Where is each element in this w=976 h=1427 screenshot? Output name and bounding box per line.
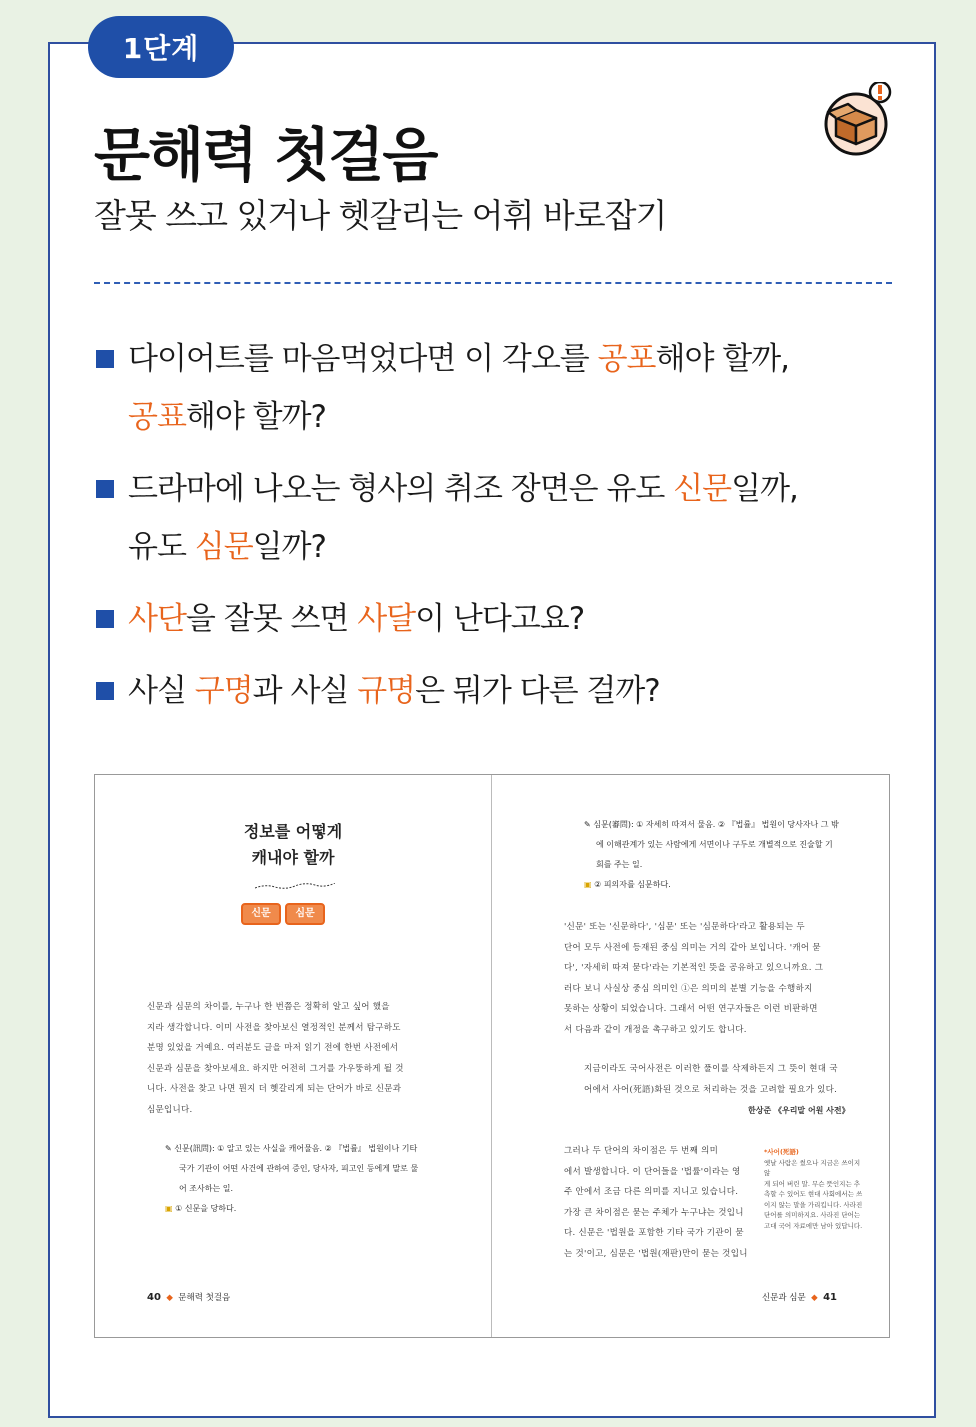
book-spread-image — [94, 774, 890, 1338]
highlight-word: 사달 — [357, 601, 416, 637]
squiggle-decoration-icon — [255, 883, 335, 889]
page-subtitle: 잘못 쓰고 있거나 헷갈리는 어휘 바로잡기 — [94, 196, 667, 235]
page-title: 문해력 첫걸음 — [94, 121, 437, 189]
square-bullet-icon — [96, 610, 114, 628]
body-paragraph: '신문' 또는 '신문하다', '심문' 또는 '심문하다'라고 활용되는 두 단어 모두 사전에 등재된 중심 의미는 거의 같아 보입니다. '캐어 묻 다', '자세히 따져 묻다'라는 기본적인 뜻을 공유하고 있으니까요. 그 러다 보니 사실상 중심 의미인 ①은 의미의 분별 기능을 수행하지 못하는 상황이 되었습니다. 그래서 어떤 연구자들은 이런 비판하면 서 다음과 같이 개정을 촉구하고 있기도 합니다. — [564, 922, 824, 1035]
quote-citation: 한상준 《우리말 어원 사전》 — [748, 1106, 850, 1115]
pen-icon: ✎ — [165, 1144, 172, 1153]
keyword-tag: 심문 — [285, 903, 325, 925]
square-bullet-icon — [96, 682, 114, 700]
book-page-left — [95, 775, 492, 1337]
pen-icon: ✎ — [584, 820, 591, 829]
highlight-word: 신문 — [673, 471, 732, 507]
question-item: 사단을 잘못 쓰면 사달이 난다고요? — [94, 590, 894, 648]
chapter-title: 정보를 어떻게 캐내야 할까 — [243, 822, 343, 867]
page-footer: 신문과 심문 ◆ 41 — [761, 1292, 837, 1303]
diamond-icon: ◆ — [811, 1293, 818, 1303]
square-bullet-icon — [96, 480, 114, 498]
box-question-icon — [818, 82, 894, 158]
highlight-word: 구명 — [194, 673, 253, 709]
diamond-icon: ◆ — [166, 1293, 173, 1303]
quote-block: 지금이라도 국어사전은 이러한 풀이를 삭제하든지 그 뜻이 현대 국 어에서 사어(死語)화된 것으로 처리하는 것을 고려할 필요가 있다. — [584, 1064, 838, 1095]
keyword-tag: 신문 — [241, 903, 281, 925]
page-footer: 40 ◆ 문해력 첫걸음 — [147, 1292, 231, 1303]
question-item: 다이어트를 마음먹었다면 이 각오를 공포해야 할까, 공표해야 할까? — [94, 330, 894, 446]
highlight-word: 공표 — [128, 399, 186, 435]
question-item: 사실 구명과 사실 규명은 뭐가 다른 걸까? — [94, 662, 894, 720]
example-mark-icon: ▣ — [165, 1204, 173, 1213]
highlight-word: 심문 — [194, 529, 253, 565]
example-mark-icon: ▣ — [584, 880, 592, 889]
dashed-divider — [94, 282, 892, 284]
body-paragraph: 신문과 심문의 차이를, 누구나 한 번쯤은 정확히 알고 싶어 했을 지라 생각합니다. 이미 사전을 찾아보신 열정적인 분께서 탐구하도 분명 있었을 거예요. 여러분도 글을 마저 읽기 전에 한번 사전에서 신문과 심문을 찾아보세요. 하지만 어전히 그거를 가우뚱하게 될 것 니다. 사전을 찾고 나면 뭔지 더 헷갈리게 되는 단어가 바로 신문과 심문입니다. — [147, 1002, 404, 1115]
highlight-word: 규명 — [357, 673, 416, 709]
question-item: 드라마에 나오는 형사의 취조 장면은 유도 신문일까, 유도 심문일까? — [94, 460, 894, 576]
square-bullet-icon — [96, 350, 114, 368]
side-note: *사어(死語) 옛날 사람은 썼으나 지금은 쓰이지 않 게 되어 버린 말. 무슨 뜻인지는 추 측할 수 있어도 현대 사회에서는 쓰 이지 않는 말을 가리킵니다. 사라진 단어를 의미하지요. 사라진 단어는 고대 국어 자료에만 남아 있답니다. — [764, 1148, 863, 1230]
definition-box: ✎ 심문(審問): ① 자세히 따져서 물음. ② 『법률』 법원이 당사자나 그 밖 에 이해관계가 있는 사람에게 서면이나 구두로 개별적으로 진술할 기 회를 주는 일. ▣ ② 피의자를 심문하다. — [584, 820, 839, 889]
step-badge: 1단계 — [88, 16, 234, 78]
definition-box: ✎ 신문(訊問): ① 알고 있는 사실을 캐어물음. ② 『법률』 법원이나 기타 국가 기관이 어떤 사건에 관하여 증인, 당사자, 피고인 등에게 말로 물 어 조사하는 일. ▣ ① 신문을 당하다. — [165, 1144, 419, 1213]
book-page-right — [492, 775, 889, 1337]
highlight-word: 공포 — [597, 341, 656, 377]
body-paragraph: 그러나 두 단어의 차이점은 두 번째 의미 에서 발생합니다. 이 단어들을 '법률'이라는 영 주 안에서 조금 다른 의미를 지니고 있습니다. 가장 큰 차이점은 묻는 주체가 누구냐는 것입니 다. 신문은 '법원을 포함한 기타 국가 기관이 묻 는 것'이고, 심문은 '법원(재판)만이 묻는 것입니 — [564, 1146, 748, 1259]
question-list — [94, 330, 894, 734]
highlight-word: 사단 — [128, 601, 186, 637]
